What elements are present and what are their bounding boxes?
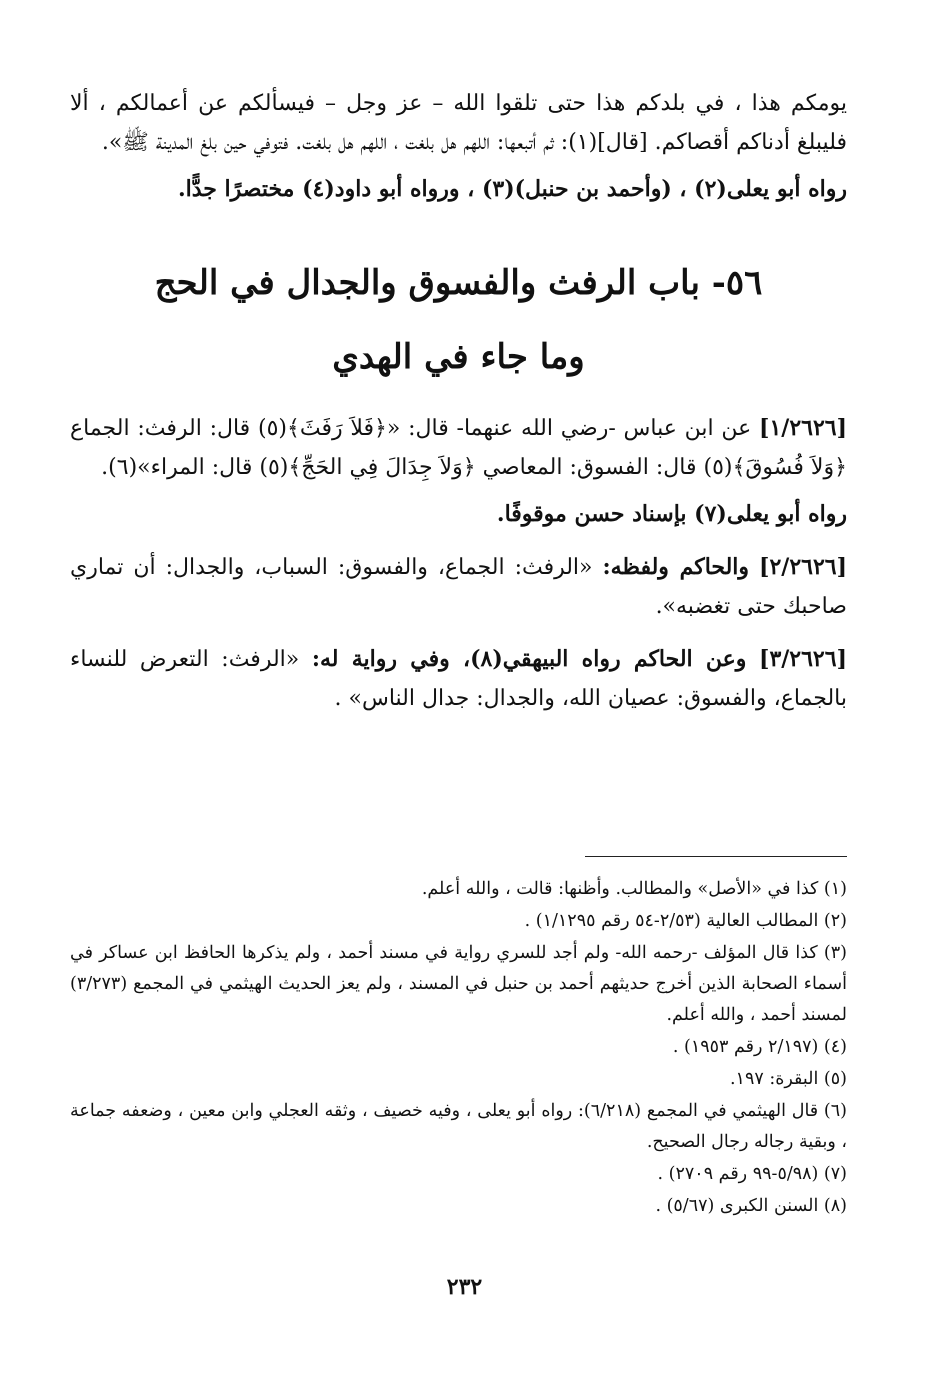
footnote-5: (٥) البقرة: ١٩٧. [729,1069,847,1089]
footnote-8: (٨) السنن الكبرى (٥/٦٧) . [655,1196,847,1216]
narration-line: رواه أبو يعلى(٢) ، (وأحمد بن حنبل)(٣) ، ورواه أبو داود(٤) مختصرًا جدًّا. [177,176,847,202]
hadith-text: عن ابن عباس -رضي الله عنهما- قال: «﴿فَلاَ رَفَثَ﴾(٥) قال: الرفث: الجماع ﴿وَلاَ فُسُوقَ﴾(٥) قال: الفسوق: المعاصي ﴿وَلاَ جِدَالَ فِي الحَجِّ﴾(٥) قال: المراء»(٦). [70,416,847,480]
hadith-lead: وعن الحاكم رواه البيهقي(٨)، وفي رواية له: [311,646,747,672]
hadith-number: [٣/٢٦٢٦] [759,646,847,672]
footnote-1: (١) كذا في «الأصل» والمطالب. وأظنها: قالت ، والله أعلم. [421,879,847,899]
footnote-7: (٧) (٥/٩٨-٩٩ رقم ٢٧٠٩) . [657,1164,847,1184]
footnote-divider [585,856,847,857]
hadith-text: «الرفث: التعرض للنساء بالجماع، والفسوق: عصيان الله، والجدال: جدال الناس» . [70,647,847,711]
hadith-lead: والحاكم ولفظه: [602,554,750,580]
hadith-3 [70,640,847,718]
paragraph-continuation: يومكم هذا ، في بلدكم هذا حتى تلقوا الله – عز وجل – فيسألكم عن أعمالكم ، ألا فليبلغ أدناكم أقصاكم. [قال](١): ثم أتبعها: اللهم هل بلغت ، اللهم هل بلغت. فتوفي حين بلغ المدينة ﷺ». [70,91,847,155]
page-number: ٢٣٢ [446,1274,483,1300]
footnotes [70,874,847,1223]
hadith-number: [١/٢٦٢٦] [759,415,848,441]
hadith-1-narration: رواه أبو يعلى(٧) بإسناد حسن موقوفًا. [496,501,847,527]
hadith-text: «الرفث: الجماع، والفسوق: السباب، والجدال: أن تماري صاحبك حتى تغضبه». [70,555,847,619]
footnote-2: (٢) المطالب العالية (٢/٥٣-٥٤ رقم ١/١٢٩٥) . [524,911,847,931]
footnote-3: (٣) كذا قال المؤلف -رحمه الله- ولم أجد للسري رواية في مسند أحمد ، ولم يذكرها الحافظ ابن عساكر في أسماء الصحابة الذين أخرج حديثهم أحمد بن حنبل في المسند ، ولم يعز الحديث الهيثمي في المجمع (٣/٢٧٣) لمسند أحمد ، والله أعلم. [70,943,847,1025]
hadith-number: [٢/٢٦٢٦] [759,554,848,580]
hadith-2 [70,548,847,626]
footnote-6: (٦) قال الهيثمي في المجمع (٦/٢١٨): رواه أبو يعلى ، وفيه خصيف ، وثقه العجلي وابن معين ، وضعفه جماعة ، وبقية رجاله رجال الصحيح. [70,1101,847,1152]
main-text [70,84,847,718]
chapter-title: ٥٦- باب الرفث والفسوق والجدال في الحج [154,263,763,303]
chapter-subtitle: وما جاء في الهدي [332,337,585,377]
footnote-4: (٤) (٢/١٩٧ رقم ١٩٥٣) . [672,1037,847,1057]
hadith-1 [70,409,847,487]
